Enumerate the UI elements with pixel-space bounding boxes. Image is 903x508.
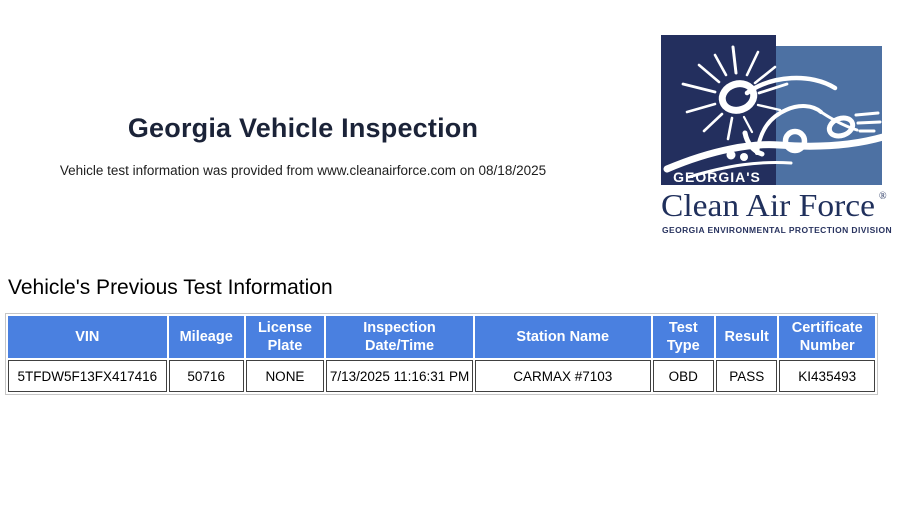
column-header-test-type: Test Type bbox=[653, 316, 714, 358]
column-header-station-name: Station Name bbox=[475, 316, 651, 358]
column-header-result: Result bbox=[716, 316, 777, 358]
previous-test-table bbox=[5, 313, 878, 395]
column-header-certificate-number: Certificate Number bbox=[779, 316, 875, 358]
cell-inspection-datetime: 7/13/2025 11:16:31 PM bbox=[326, 360, 473, 392]
column-header-license-plate: License Plate bbox=[246, 316, 324, 358]
logo-registered-mark: ® bbox=[879, 191, 887, 202]
table-row bbox=[8, 360, 875, 392]
column-header-vin: VIN bbox=[8, 316, 167, 358]
page-subtitle: Vehicle test information was provided from www.cleanairforce.com on 08/18/2025 bbox=[59, 163, 547, 178]
page-title: Georgia Vehicle Inspection bbox=[127, 113, 479, 143]
section-heading: Vehicle's Previous Test Information bbox=[8, 276, 333, 299]
cell-vin: 5TFDW5F13FX417416 bbox=[8, 360, 167, 392]
cell-test-type: OBD bbox=[653, 360, 714, 392]
table-header-row bbox=[8, 316, 875, 358]
logo-georgias-label: GEORGIA'S bbox=[673, 169, 761, 185]
cell-certificate-number: KI435493 bbox=[779, 360, 875, 392]
column-header-mileage: Mileage bbox=[169, 316, 244, 358]
title-block bbox=[0, 113, 606, 178]
column-header-inspection-datetime: Inspection Date/Time bbox=[326, 316, 473, 358]
cell-station-name: CARMAX #7103 bbox=[475, 360, 651, 392]
cell-license-plate: NONE bbox=[246, 360, 324, 392]
cell-result: PASS bbox=[716, 360, 777, 392]
clean-air-force-logo-art bbox=[659, 33, 895, 240]
logo-brand-name: Clean Air Force bbox=[661, 187, 875, 223]
clean-air-force-logo bbox=[659, 33, 895, 240]
cell-mileage: 50716 bbox=[169, 360, 244, 392]
logo-tagline: GEORGIA ENVIRONMENTAL PROTECTION DIVISION bbox=[662, 226, 892, 235]
